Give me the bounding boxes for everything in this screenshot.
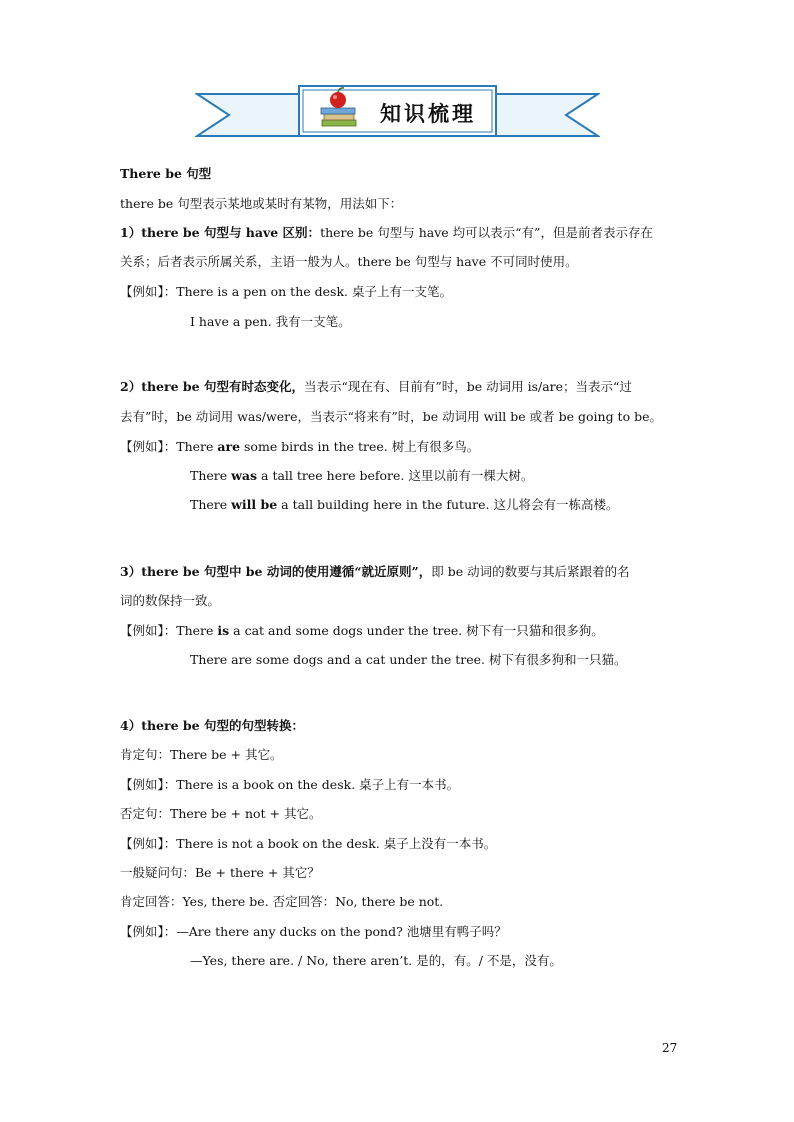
section-title: There be 句型 — [120, 166, 212, 181]
point-4-example-4: —Yes, there are. / No, there aren’t. 是的，有。/ 不是，没有。 — [190, 953, 562, 968]
point-4-heading: 4）there be 句型的句型转换： — [120, 718, 304, 733]
point-1-text: there be 句型与 have 均可以表示“有”，但是前者表示存在 — [320, 225, 653, 240]
point-2-example-1: 【例如】：There are some birds in the tree. 树上有很多鸟。 — [120, 439, 480, 454]
example-tag: 【例如】： — [120, 623, 177, 638]
point-3-line-2: 词的数保持一致。 — [120, 593, 221, 608]
point-1-line-2: 关系；后者表示所属关系，主语一般为人。there be 句型与 have 不可同时使用。 — [120, 254, 578, 269]
point-2-example-3: There will be a tall building here in the future. 这儿将会有一栋高楼。 — [190, 497, 619, 512]
example-tag: 【例如】： — [120, 836, 177, 851]
point-1-example-1: 【例如】：There is a pen on the desk. 桌子上有一支笔。 — [120, 284, 452, 299]
question-rule: 一般疑问句：Be + there + 其它？ — [120, 865, 320, 880]
point-1-example-2: I have a pen. 我有一支笔。 — [190, 314, 351, 329]
page-number: 27 — [662, 1041, 678, 1055]
example-tag: 【例如】： — [120, 284, 177, 299]
point-1-line-1 — [120, 224, 653, 242]
banner-title: 知识梳理 — [380, 102, 476, 126]
point-4-example-1: 【例如】：There is a book on the desk. 桌子上有一本书。 — [120, 777, 460, 792]
point-3-example-2: There are some dogs and a cat under the tree. 树下有很多狗和一只猫。 — [190, 652, 627, 667]
point-3-example-1: 【例如】：There is a cat and some dogs under the tree. 树下有一只猫和很多狗。 — [120, 623, 604, 638]
point-2-example-2: There was a tall tree here before. 这里以前有一棵大树。 — [190, 468, 534, 483]
point-2-line-2: 去有”时，be 动词用 was/were，当表示“将来有”时，be 动词用 will be 或者 be going to be。 — [120, 409, 662, 424]
affirmative-rule: 肯定句：There be + 其它。 — [120, 747, 283, 762]
point-3-heading: 3）there be 句型中 be 动词的使用遵循“就近原则”， — [120, 564, 432, 579]
point-2-heading: 2）there be 句型有时态变化， — [120, 379, 304, 394]
point-1-heading: 1）there be 句型与 have 区别： — [120, 225, 321, 240]
negative-rule: 否定句：There be + not + 其它。 — [120, 806, 322, 821]
example-tag: 【例如】： — [120, 777, 177, 792]
example-tag: 【例如】： — [120, 924, 177, 939]
point-4-example-3: 【例如】：—Are there any ducks on the pond? 池塘里有鸭子吗？ — [120, 924, 507, 939]
intro-text: there be 句型表示某地或某时有某物，用法如下： — [120, 196, 403, 211]
point-4-example-2: 【例如】：There is not a book on the desk. 桌子上没有一本书。 — [120, 836, 497, 851]
answer-rule: 肯定回答：Yes, there be. 否定回答：No, there be not. — [120, 894, 444, 909]
example-tag: 【例如】： — [120, 439, 177, 454]
point-3-line-1: 3）there be 句型中 be 动词的使用遵循“就近原则”，即 be 动词的数要与其后紧跟着的名 — [120, 564, 630, 579]
point-2-line-1: 2）there be 句型有时态变化，当表示“现在有、目前有”时，be 动词用 is/are；当表示“过 — [120, 379, 632, 394]
